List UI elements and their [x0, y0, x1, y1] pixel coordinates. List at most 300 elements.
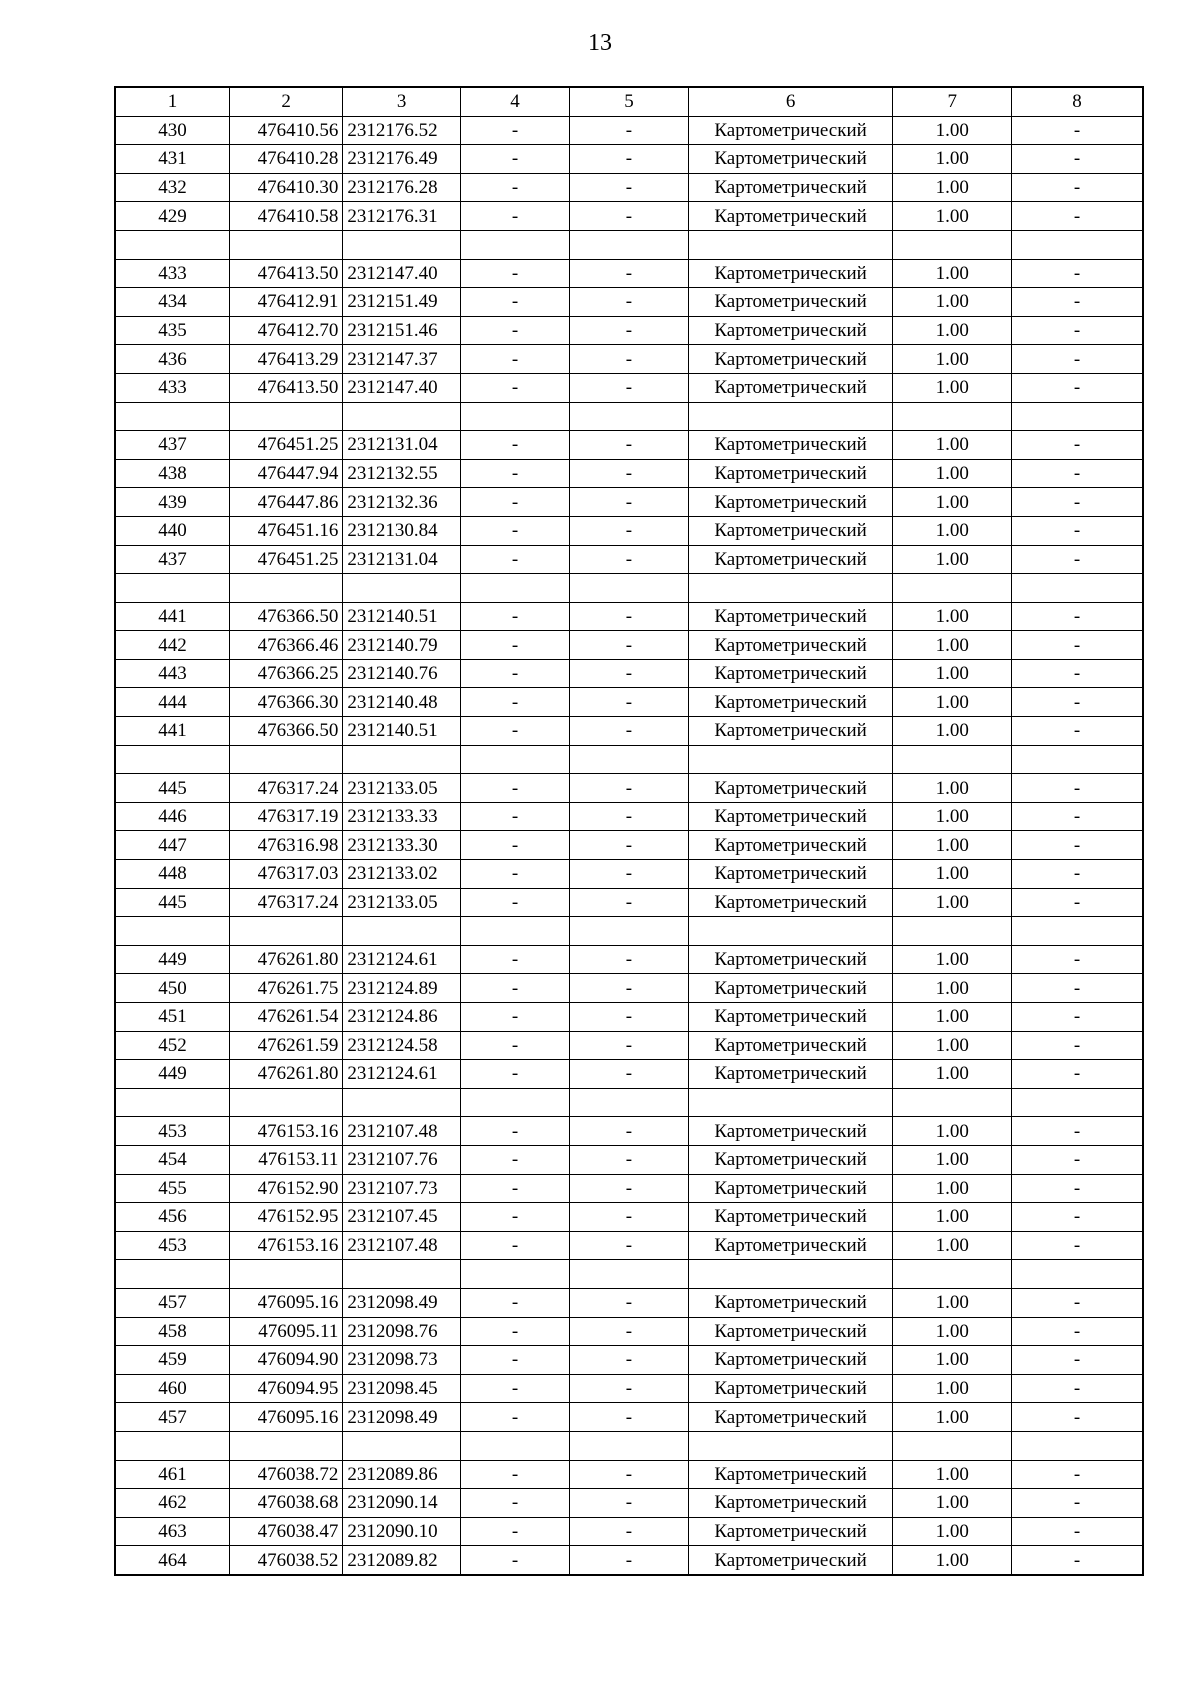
accuracy-cell: 1.00 [893, 1317, 1012, 1346]
column-5-cell: - [570, 888, 689, 917]
table-row [115, 1174, 1143, 1203]
column-8-cell: - [1012, 774, 1143, 803]
x-coordinate-cell [229, 917, 342, 946]
method-cell: Картометрический [688, 1288, 893, 1317]
method-cell: Картометрический [688, 488, 893, 517]
column-8-cell: - [1012, 516, 1143, 545]
table-row [115, 459, 1143, 488]
column-4-cell [460, 1260, 569, 1289]
page-number: 13 [588, 30, 612, 56]
method-cell: Картометрический [688, 431, 893, 460]
table-row [115, 316, 1143, 345]
point-number-cell: 439 [115, 488, 229, 517]
point-number-cell: 460 [115, 1374, 229, 1403]
accuracy-cell: 1.00 [893, 688, 1012, 717]
column-4-cell: - [460, 1060, 569, 1089]
column-5-cell: - [570, 288, 689, 317]
method-cell: Картометрический [688, 1174, 893, 1203]
column-5-cell: - [570, 774, 689, 803]
column-8-cell: - [1012, 316, 1143, 345]
table-row [115, 488, 1143, 517]
x-coordinate-cell: 476261.75 [229, 974, 342, 1003]
x-coordinate-cell: 476413.29 [229, 345, 342, 374]
point-number-cell [115, 402, 229, 431]
column-8-cell: - [1012, 1546, 1143, 1575]
column-5-cell: - [570, 802, 689, 831]
accuracy-cell: 1.00 [893, 431, 1012, 460]
table-row [115, 1117, 1143, 1146]
column-header: 4 [460, 87, 569, 116]
column-8-cell [1012, 402, 1143, 431]
table-row [115, 717, 1143, 746]
y-coordinate-cell: 2312176.49 [343, 145, 461, 174]
accuracy-cell: 1.00 [893, 516, 1012, 545]
accuracy-cell: 1.00 [893, 459, 1012, 488]
accuracy-cell: 1.00 [893, 202, 1012, 231]
point-number-cell: 453 [115, 1117, 229, 1146]
method-cell: Картометрический [688, 1145, 893, 1174]
column-8-cell [1012, 230, 1143, 259]
column-4-cell: - [460, 488, 569, 517]
point-number-cell: 444 [115, 688, 229, 717]
separator-row [115, 1431, 1143, 1460]
point-number-cell: 454 [115, 1145, 229, 1174]
column-5-cell: - [570, 860, 689, 889]
column-5-cell: - [570, 1003, 689, 1032]
table-row [115, 1374, 1143, 1403]
x-coordinate-cell [229, 230, 342, 259]
column-4-cell: - [460, 516, 569, 545]
x-coordinate-cell: 476366.30 [229, 688, 342, 717]
accuracy-cell: 1.00 [893, 259, 1012, 288]
column-5-cell: - [570, 1317, 689, 1346]
column-5-cell: - [570, 1460, 689, 1489]
point-number-cell: 443 [115, 659, 229, 688]
method-cell: Картометрический [688, 173, 893, 202]
accuracy-cell [893, 917, 1012, 946]
accuracy-cell: 1.00 [893, 1288, 1012, 1317]
y-coordinate-cell: 2312140.48 [343, 688, 461, 717]
column-4-cell: - [460, 974, 569, 1003]
method-cell: Картометрический [688, 802, 893, 831]
x-coordinate-cell: 476038.52 [229, 1546, 342, 1575]
column-4-cell: - [460, 1374, 569, 1403]
accuracy-cell: 1.00 [893, 1060, 1012, 1089]
point-number-cell: 450 [115, 974, 229, 1003]
x-coordinate-cell: 476095.16 [229, 1403, 342, 1432]
method-cell: Картометрический [688, 974, 893, 1003]
column-5-cell: - [570, 1288, 689, 1317]
column-8-cell: - [1012, 545, 1143, 574]
table-row [115, 1060, 1143, 1089]
method-cell: Картометрический [688, 1060, 893, 1089]
method-cell: Картометрический [688, 1003, 893, 1032]
x-coordinate-cell: 476447.94 [229, 459, 342, 488]
y-coordinate-cell: 2312176.52 [343, 116, 461, 145]
x-coordinate-cell: 476094.95 [229, 1374, 342, 1403]
accuracy-cell [893, 1088, 1012, 1117]
y-coordinate-cell: 2312098.49 [343, 1288, 461, 1317]
method-cell: Картометрический [688, 1203, 893, 1232]
column-8-cell [1012, 1088, 1143, 1117]
x-coordinate-cell [229, 574, 342, 603]
table-row [115, 345, 1143, 374]
column-8-cell: - [1012, 259, 1143, 288]
point-number-cell: 445 [115, 888, 229, 917]
y-coordinate-cell: 2312089.82 [343, 1546, 461, 1575]
y-coordinate-cell [343, 574, 461, 603]
y-coordinate-cell: 2312107.73 [343, 1174, 461, 1203]
column-5-cell: - [570, 1403, 689, 1432]
x-coordinate-cell [229, 1260, 342, 1289]
column-4-cell: - [460, 1003, 569, 1032]
y-coordinate-cell: 2312140.51 [343, 717, 461, 746]
column-header: 3 [343, 87, 461, 116]
y-coordinate-cell: 2312133.05 [343, 888, 461, 917]
accuracy-cell: 1.00 [893, 831, 1012, 860]
column-4-cell: - [460, 802, 569, 831]
column-8-cell: - [1012, 459, 1143, 488]
method-cell: Картометрический [688, 831, 893, 860]
column-5-cell: - [570, 431, 689, 460]
x-coordinate-cell: 476410.58 [229, 202, 342, 231]
y-coordinate-cell: 2312124.86 [343, 1003, 461, 1032]
point-number-cell: 463 [115, 1517, 229, 1546]
table-row [115, 1460, 1143, 1489]
column-4-cell: - [460, 602, 569, 631]
method-cell: Картометрический [688, 259, 893, 288]
column-4-cell: - [460, 1517, 569, 1546]
column-8-cell: - [1012, 602, 1143, 631]
column-8-cell: - [1012, 1317, 1143, 1346]
column-4-cell [460, 1088, 569, 1117]
column-header: 6 [688, 87, 893, 116]
table-row [115, 1489, 1143, 1518]
accuracy-cell [893, 574, 1012, 603]
accuracy-cell: 1.00 [893, 288, 1012, 317]
column-8-cell: - [1012, 345, 1143, 374]
point-number-cell: 451 [115, 1003, 229, 1032]
method-cell: Картометрический [688, 888, 893, 917]
column-4-cell: - [460, 1231, 569, 1260]
method-cell: Картометрический [688, 1374, 893, 1403]
column-8-cell: - [1012, 802, 1143, 831]
column-5-cell [570, 1088, 689, 1117]
table-row [115, 945, 1143, 974]
method-cell: Картометрический [688, 1231, 893, 1260]
column-4-cell: - [460, 345, 569, 374]
method-cell: Картометрический [688, 1460, 893, 1489]
x-coordinate-cell: 476410.30 [229, 173, 342, 202]
x-coordinate-cell [229, 1088, 342, 1117]
method-cell: Картометрический [688, 145, 893, 174]
x-coordinate-cell: 476366.25 [229, 659, 342, 688]
y-coordinate-cell [343, 745, 461, 774]
column-8-cell: - [1012, 116, 1143, 145]
table-row [115, 1346, 1143, 1375]
accuracy-cell [893, 402, 1012, 431]
y-coordinate-cell [343, 1088, 461, 1117]
method-cell: Картометрический [688, 602, 893, 631]
accuracy-cell: 1.00 [893, 602, 1012, 631]
method-cell: Картометрический [688, 1031, 893, 1060]
column-8-cell: - [1012, 1346, 1143, 1375]
column-5-cell: - [570, 202, 689, 231]
table-row [115, 116, 1143, 145]
point-number-cell [115, 574, 229, 603]
table-row [115, 1031, 1143, 1060]
column-5-cell: - [570, 1231, 689, 1260]
accuracy-cell: 1.00 [893, 802, 1012, 831]
y-coordinate-cell: 2312176.31 [343, 202, 461, 231]
coordinates-table [114, 86, 1144, 1576]
x-coordinate-cell: 476413.50 [229, 259, 342, 288]
x-coordinate-cell: 476412.70 [229, 316, 342, 345]
accuracy-cell: 1.00 [893, 1546, 1012, 1575]
column-5-cell: - [570, 1117, 689, 1146]
table-row [115, 774, 1143, 803]
column-4-cell: - [460, 459, 569, 488]
method-cell: Картометрический [688, 1489, 893, 1518]
point-number-cell: 464 [115, 1546, 229, 1575]
point-number-cell: 457 [115, 1403, 229, 1432]
column-5-cell: - [570, 316, 689, 345]
accuracy-cell: 1.00 [893, 1403, 1012, 1432]
table-row [115, 1546, 1143, 1575]
column-4-cell: - [460, 831, 569, 860]
column-8-cell [1012, 745, 1143, 774]
y-coordinate-cell [343, 917, 461, 946]
column-5-cell: - [570, 688, 689, 717]
point-number-cell [115, 745, 229, 774]
accuracy-cell [893, 1260, 1012, 1289]
method-cell: Картометрический [688, 1517, 893, 1546]
table-row [115, 202, 1143, 231]
separator-row [115, 230, 1143, 259]
column-8-cell: - [1012, 1403, 1143, 1432]
x-coordinate-cell: 476152.90 [229, 1174, 342, 1203]
point-number-cell: 457 [115, 1288, 229, 1317]
column-5-cell: - [570, 145, 689, 174]
y-coordinate-cell: 2312132.36 [343, 488, 461, 517]
column-8-cell: - [1012, 1489, 1143, 1518]
column-8-cell: - [1012, 688, 1143, 717]
y-coordinate-cell [343, 1431, 461, 1460]
method-cell: Картометрический [688, 717, 893, 746]
column-4-cell: - [460, 1546, 569, 1575]
point-number-cell: 432 [115, 173, 229, 202]
x-coordinate-cell: 476317.24 [229, 774, 342, 803]
y-coordinate-cell: 2312107.48 [343, 1231, 461, 1260]
table-row [115, 1231, 1143, 1260]
column-5-cell: - [570, 516, 689, 545]
accuracy-cell: 1.00 [893, 1517, 1012, 1546]
x-coordinate-cell: 476152.95 [229, 1203, 342, 1232]
column-4-cell: - [460, 1460, 569, 1489]
accuracy-cell: 1.00 [893, 888, 1012, 917]
point-number-cell [115, 230, 229, 259]
column-8-cell: - [1012, 1145, 1143, 1174]
accuracy-cell: 1.00 [893, 1460, 1012, 1489]
y-coordinate-cell: 2312124.61 [343, 1060, 461, 1089]
x-coordinate-cell: 476451.25 [229, 545, 342, 574]
y-coordinate-cell: 2312098.45 [343, 1374, 461, 1403]
x-coordinate-cell: 476317.03 [229, 860, 342, 889]
method-cell: Картометрический [688, 631, 893, 660]
column-4-cell: - [460, 1288, 569, 1317]
point-number-cell: 440 [115, 516, 229, 545]
x-coordinate-cell: 476366.46 [229, 631, 342, 660]
method-cell: Картометрический [688, 116, 893, 145]
method-cell [688, 917, 893, 946]
x-coordinate-cell: 476366.50 [229, 717, 342, 746]
table-row [115, 545, 1143, 574]
point-number-cell: 434 [115, 288, 229, 317]
y-coordinate-cell: 2312133.33 [343, 802, 461, 831]
column-8-cell: - [1012, 1031, 1143, 1060]
column-5-cell: - [570, 945, 689, 974]
x-coordinate-cell: 476153.16 [229, 1117, 342, 1146]
point-number-cell: 449 [115, 945, 229, 974]
table-row [115, 602, 1143, 631]
point-number-cell: 449 [115, 1060, 229, 1089]
x-coordinate-cell: 476261.80 [229, 945, 342, 974]
method-cell: Картометрический [688, 459, 893, 488]
y-coordinate-cell: 2312124.58 [343, 1031, 461, 1060]
column-5-cell [570, 917, 689, 946]
accuracy-cell: 1.00 [893, 1145, 1012, 1174]
y-coordinate-cell: 2312090.14 [343, 1489, 461, 1518]
table-row [115, 1403, 1143, 1432]
method-cell: Картометрический [688, 288, 893, 317]
column-4-cell [460, 917, 569, 946]
column-5-cell: - [570, 373, 689, 402]
table-row [115, 145, 1143, 174]
point-number-cell [115, 1260, 229, 1289]
accuracy-cell: 1.00 [893, 717, 1012, 746]
y-coordinate-cell: 2312140.79 [343, 631, 461, 660]
method-cell: Картометрический [688, 373, 893, 402]
accuracy-cell [893, 1431, 1012, 1460]
column-5-cell [570, 745, 689, 774]
table-row [115, 802, 1143, 831]
accuracy-cell: 1.00 [893, 345, 1012, 374]
method-cell [688, 402, 893, 431]
y-coordinate-cell: 2312151.49 [343, 288, 461, 317]
column-8-cell: - [1012, 288, 1143, 317]
column-5-cell: - [570, 173, 689, 202]
column-4-cell: - [460, 545, 569, 574]
x-coordinate-cell [229, 402, 342, 431]
column-4-cell: - [460, 288, 569, 317]
x-coordinate-cell: 476261.54 [229, 1003, 342, 1032]
column-4-cell [460, 745, 569, 774]
accuracy-cell: 1.00 [893, 1203, 1012, 1232]
column-5-cell [570, 574, 689, 603]
column-8-cell: - [1012, 1203, 1143, 1232]
column-4-cell: - [460, 373, 569, 402]
method-cell: Картометрический [688, 945, 893, 974]
point-number-cell: 435 [115, 316, 229, 345]
column-4-cell: - [460, 431, 569, 460]
method-cell [688, 230, 893, 259]
x-coordinate-cell: 476413.50 [229, 373, 342, 402]
column-4-cell: - [460, 259, 569, 288]
accuracy-cell: 1.00 [893, 173, 1012, 202]
table-row [115, 888, 1143, 917]
x-coordinate-cell: 476094.90 [229, 1346, 342, 1375]
y-coordinate-cell: 2312124.61 [343, 945, 461, 974]
column-5-cell: - [570, 345, 689, 374]
point-number-cell: 438 [115, 459, 229, 488]
column-8-cell: - [1012, 1460, 1143, 1489]
column-8-cell: - [1012, 1117, 1143, 1146]
column-header: 7 [893, 87, 1012, 116]
separator-row [115, 402, 1143, 431]
x-coordinate-cell: 476366.50 [229, 602, 342, 631]
accuracy-cell: 1.00 [893, 1117, 1012, 1146]
method-cell: Картометрический [688, 202, 893, 231]
column-4-cell [460, 230, 569, 259]
point-number-cell: 461 [115, 1460, 229, 1489]
method-cell: Картометрический [688, 774, 893, 803]
method-cell [688, 1088, 893, 1117]
column-4-cell: - [460, 202, 569, 231]
accuracy-cell: 1.00 [893, 545, 1012, 574]
column-5-cell: - [570, 659, 689, 688]
column-4-cell [460, 402, 569, 431]
column-header: 8 [1012, 87, 1143, 116]
column-4-cell: - [460, 1145, 569, 1174]
x-coordinate-cell: 476261.80 [229, 1060, 342, 1089]
table-header-row [115, 87, 1143, 116]
accuracy-cell [893, 745, 1012, 774]
separator-row [115, 917, 1143, 946]
column-4-cell: - [460, 1117, 569, 1146]
point-number-cell: 441 [115, 717, 229, 746]
column-header: 2 [229, 87, 342, 116]
column-8-cell: - [1012, 1288, 1143, 1317]
x-coordinate-cell: 476451.16 [229, 516, 342, 545]
y-coordinate-cell: 2312140.51 [343, 602, 461, 631]
column-4-cell: - [460, 1317, 569, 1346]
column-4-cell: - [460, 659, 569, 688]
y-coordinate-cell: 2312133.02 [343, 860, 461, 889]
point-number-cell: 436 [115, 345, 229, 374]
column-5-cell: - [570, 831, 689, 860]
accuracy-cell: 1.00 [893, 1003, 1012, 1032]
x-coordinate-cell: 476412.91 [229, 288, 342, 317]
point-number-cell [115, 1088, 229, 1117]
x-coordinate-cell: 476317.19 [229, 802, 342, 831]
point-number-cell [115, 1431, 229, 1460]
method-cell: Картометрический [688, 316, 893, 345]
x-coordinate-cell: 476095.16 [229, 1288, 342, 1317]
column-4-cell [460, 574, 569, 603]
point-number-cell: 458 [115, 1317, 229, 1346]
y-coordinate-cell: 2312133.05 [343, 774, 461, 803]
x-coordinate-cell: 476261.59 [229, 1031, 342, 1060]
accuracy-cell: 1.00 [893, 945, 1012, 974]
column-8-cell: - [1012, 373, 1143, 402]
y-coordinate-cell: 2312151.46 [343, 316, 461, 345]
column-8-cell: - [1012, 1231, 1143, 1260]
separator-row [115, 745, 1143, 774]
method-cell [688, 745, 893, 774]
column-8-cell [1012, 1431, 1143, 1460]
column-5-cell: - [570, 717, 689, 746]
point-number-cell [115, 917, 229, 946]
